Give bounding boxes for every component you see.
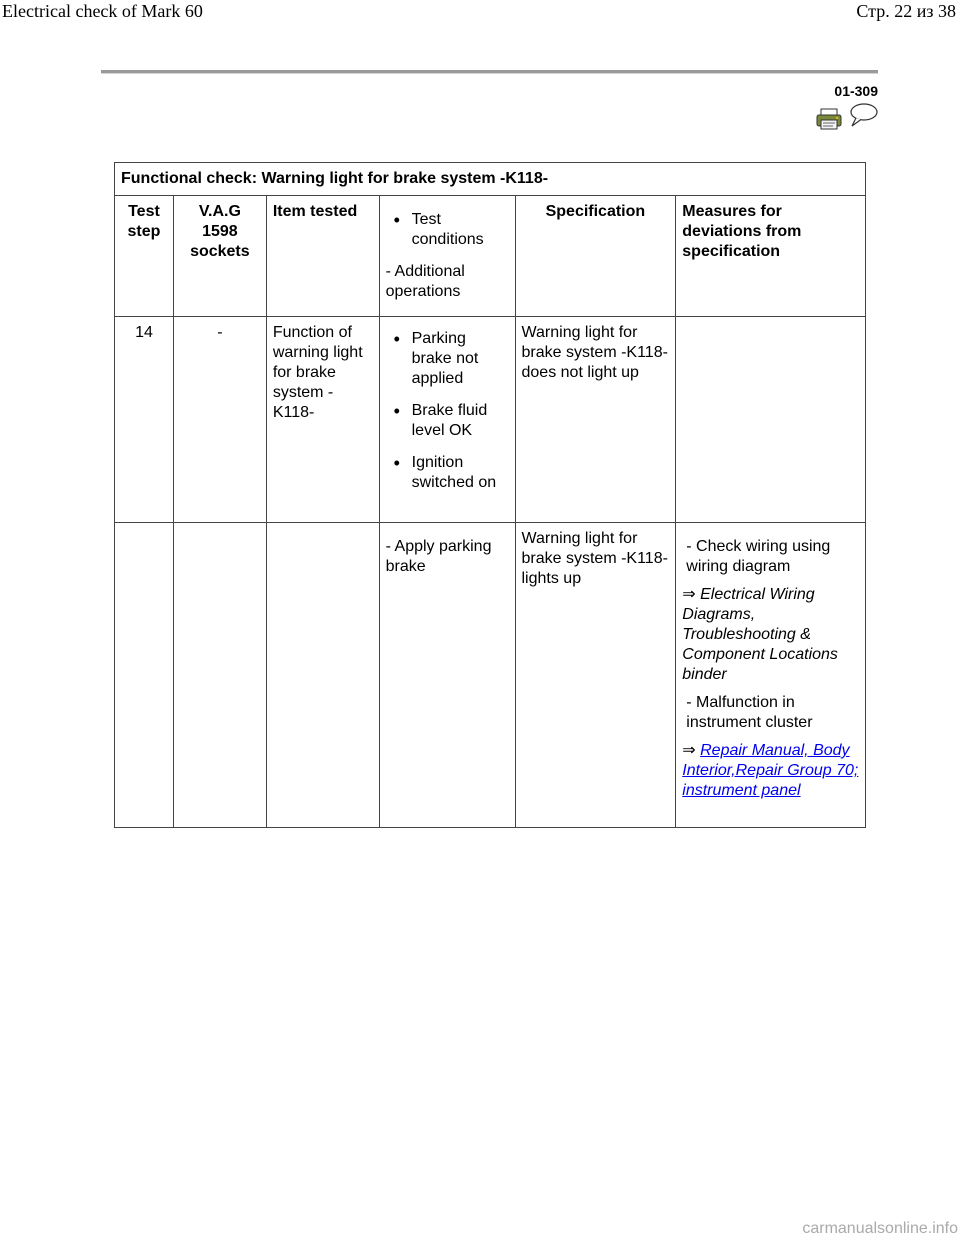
arrow-icon: ⇒ — [682, 586, 696, 603]
header-item-tested: Item tested — [266, 196, 379, 317]
header-measures: Measures for deviations from specification — [676, 196, 866, 317]
row1-condition-3: • Ignition switched on — [412, 453, 509, 493]
row1-test-step: 14 — [115, 317, 174, 523]
row2-item-tested — [266, 523, 379, 828]
repair-manual-link[interactable]: Repair Manual, Body Interior,Repair Group 70; instrument panel — [682, 742, 859, 799]
row2-specification: Warning light for brake system -K118- lights up — [515, 523, 676, 828]
row1-specification: Warning light for brake system -K118- does not light up — [515, 317, 676, 523]
header-test-conditions: • Test conditions — [412, 210, 509, 250]
header-additional-operations: - Additional operations — [385, 263, 465, 300]
window-title: Electrical check of Mark 60 — [2, 1, 203, 21]
ref-wiring-diagrams — [682, 585, 859, 685]
row1-vag-sockets: - — [173, 317, 266, 523]
header-vag-sockets: V.A.G 1598 sockets — [173, 196, 266, 317]
speech-bubble-icon[interactable] — [848, 103, 878, 127]
table-row — [115, 317, 866, 523]
row1-condition-2: • Brake fluid level OK — [412, 401, 509, 441]
row2-condition: - Apply parking brake — [379, 523, 515, 828]
watermark: carmanualsonline.info — [802, 1220, 958, 1237]
table-title: Functional check: Warning light for brake system -K118- — [115, 163, 866, 196]
table-row — [115, 523, 866, 828]
printer-icon[interactable] — [816, 108, 842, 130]
row1-measures — [676, 317, 866, 523]
ref-repair-manual[interactable] — [682, 741, 859, 801]
row2-measures — [676, 523, 866, 828]
header-specification: Specification — [515, 196, 676, 317]
header-conditions — [379, 196, 515, 317]
arrow-icon: ⇒ — [682, 742, 696, 759]
row2-test-step — [115, 523, 174, 828]
measure-check-wiring: - Check wiring using wiring diagram — [686, 538, 831, 575]
row2-vag-sockets — [173, 523, 266, 828]
table-title-row — [115, 163, 866, 196]
row1-item-tested: Function of warning light for brake system -K118- — [266, 317, 379, 523]
header-test-step: Test step — [115, 196, 174, 317]
header-divider — [101, 70, 878, 74]
measure-instrument-cluster: - Malfunction in instrument cluster — [686, 694, 813, 731]
functional-check-table — [114, 162, 866, 828]
ref-wiring-diagrams-text: Electrical Wiring Diagrams, Troubleshooting & Component Locations binder — [682, 586, 838, 683]
table-header-row — [115, 196, 866, 317]
row1-condition-1: • Parking brake not applied — [412, 329, 509, 389]
document-number: 01-309 — [834, 83, 878, 99]
page-counter: Стр. 22 из 38 — [856, 1, 956, 21]
row1-conditions — [379, 317, 515, 523]
